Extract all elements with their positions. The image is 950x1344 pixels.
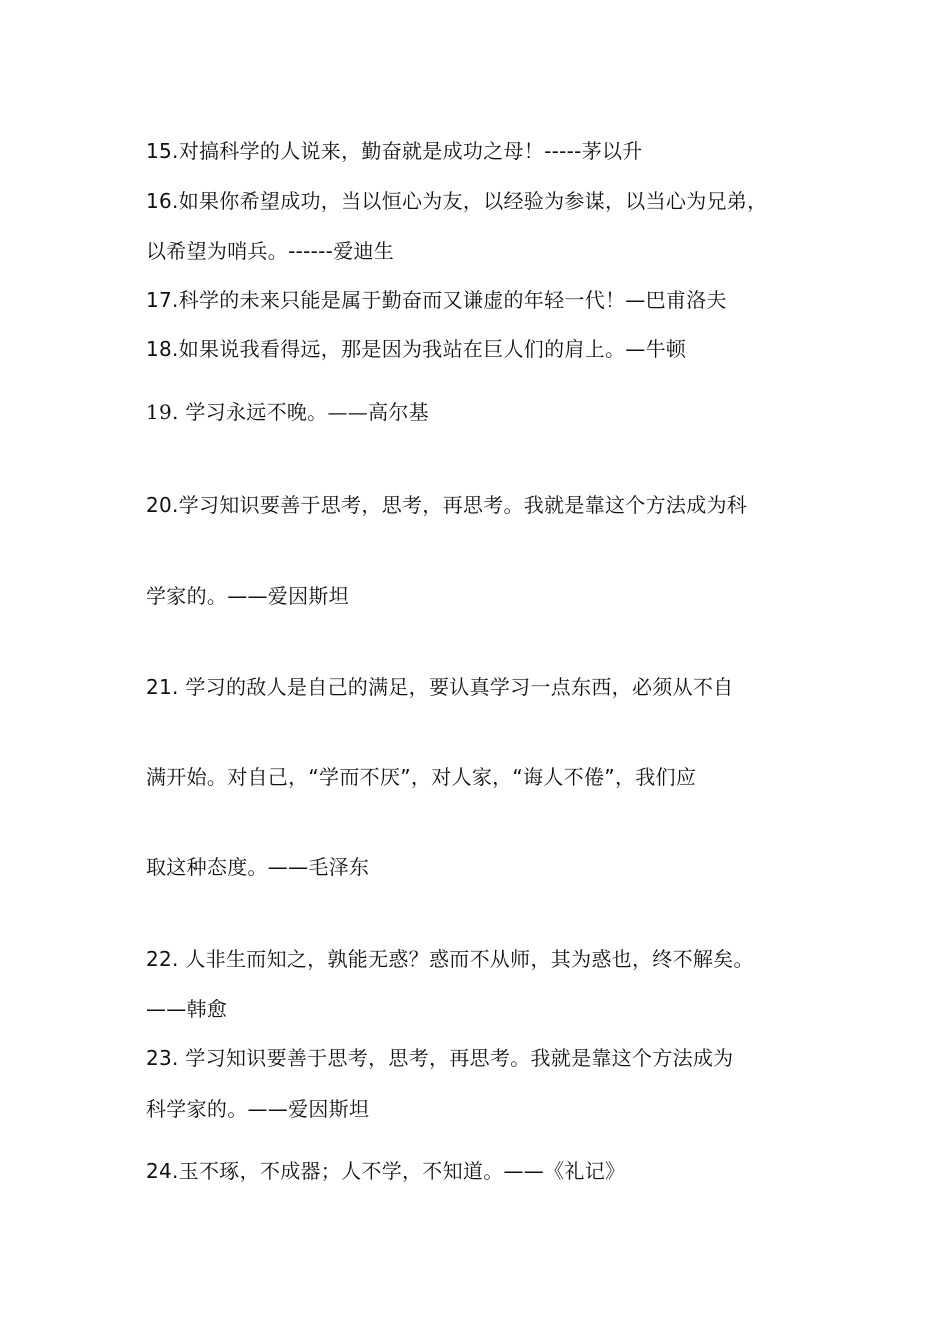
quote-24-line-1: 24.玉不琢，不成器；人不学，不知道。——《礼记》 bbox=[146, 1159, 626, 1183]
quote-15-line-1: 15.对搞科学的人说来，勤奋就是成功之母！-----茅以升 bbox=[146, 139, 643, 163]
quote-21-line-2: 满开始。对自己，“学而不厌”，对人家，“诲人不倦”，我们应 bbox=[146, 765, 697, 789]
quote-22-line-2: ——韩愈 bbox=[146, 997, 228, 1021]
quote-21-line-3: 取这种态度。——毛泽东 bbox=[146, 855, 370, 879]
quote-22-line-1: 22. 人非生而知之，孰能无惑？惑而不从师，其为惑也，终不解矣。 bbox=[146, 947, 754, 971]
quote-17-line-1: 17.科学的未来只能是属于勤奋而又谦虚的年轻一代！—巴甫洛夫 bbox=[146, 288, 727, 312]
quote-23-line-1: 23. 学习知识要善于思考，思考，再思考。我就是靠这个方法成为 bbox=[146, 1046, 734, 1070]
quote-19-line-1: 19. 学习永远不晚。——高尔基 bbox=[146, 400, 429, 424]
quote-16-line-2: 以希望为哨兵。------爱迪生 bbox=[146, 239, 395, 263]
quote-21-line-1: 21. 学习的敌人是自己的满足，要认真学习一点东西，必须从不自 bbox=[146, 675, 734, 699]
quote-18-line-1: 18.如果说我看得远，那是因为我站在巨人们的肩上。—牛顿 bbox=[146, 337, 687, 361]
quote-20-line-1: 20.学习知识要善于思考，思考，再思考。我就是靠这个方法成为科 bbox=[146, 493, 748, 517]
quote-20-line-2: 学家的。——爱因斯坦 bbox=[146, 584, 349, 608]
quote-23-line-2: 科学家的。——爱因斯坦 bbox=[146, 1097, 370, 1121]
quote-16-line-1: 16.如果你希望成功，当以恒心为友，以经验为参谋，以当心为兄弟， bbox=[146, 189, 768, 213]
